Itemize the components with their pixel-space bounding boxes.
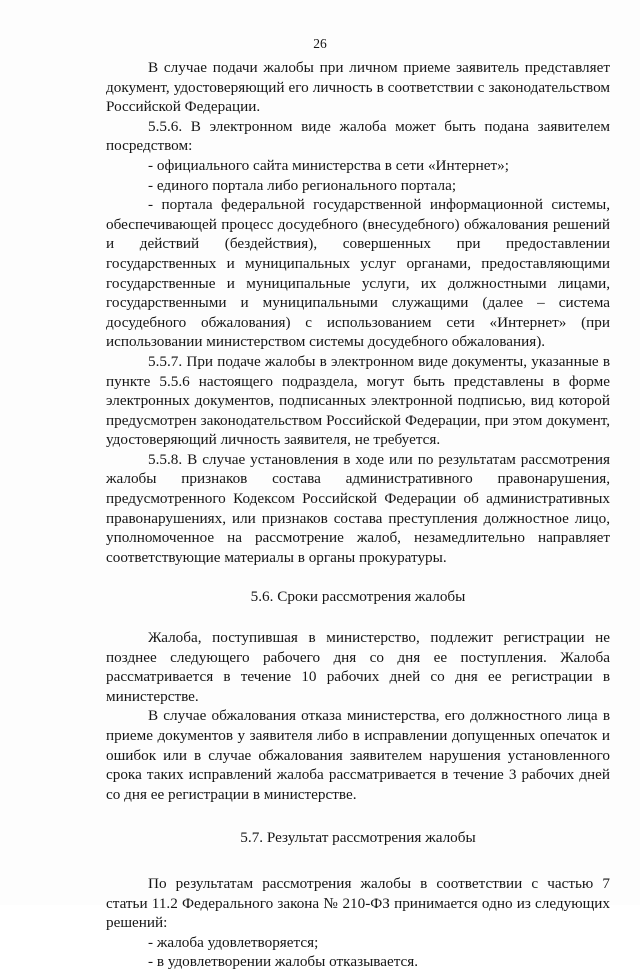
paragraph-5-5-8: 5.5.8. В случае установления в ходе или по результатам рассмотрения жалобы признаков состава административного правонарушения, предусмотренного Кодексом Российской Федерации об административных правонарушениях, или признаков состава преступления должностное лицо, уполномоченное на рассмотрение жалоб, незамедлительно направляет соответствующие материалы в органы прокуратуры.: [106, 450, 610, 566]
paragraph-5-7-intro: По результатам рассмотрения жалобы в соответствии с частью 7 статьи 11.2 Федерального закона № 210-ФЗ принимается одно из следующих решений:: [106, 874, 610, 932]
list-item-refused: - в удовлетворении жалобы отказывается.: [148, 953, 419, 971]
paragraph-5-6-registration: Жалоба, поступившая в министерство, подлежит регистрации не позднее следующего рабочего дня со дня ее поступления. Жалоба рассматривается в течение 10 рабочих дней со дня ее регистрации в министерстве.: [106, 629, 610, 705]
page-number: 26: [313, 36, 327, 51]
paragraph-personal-reception: В случае подачи жалобы при личном приеме заявитель представляет документ, удостоверяющий его личность в соответствии с законодательством Российской Федерации.: [106, 59, 610, 116]
paragraph-5-5-6-intro: 5.5.6. В электронном виде жалоба может быть подана заявителем посредством:: [106, 117, 610, 155]
list-item-unified-portal: - единого портала либо регионального портала;: [148, 176, 457, 194]
list-item-satisfied: - жалоба удовлетворяется;: [148, 933, 319, 951]
heading-5-6: 5.6. Сроки рассмотрения жалобы: [250, 588, 466, 606]
paragraph-5-5-7: 5.5.7. При подаче жалобы в электронном виде документы, указанные в пункте 5.5.6 настоящего подраздела, могут быть представлены в форме электронных документов, подписанных электронной подписью, вид которой предусмотрен законодательством Российской Федерации, при этом документ, удостоверяющий личность заявителя, не требуется.: [106, 352, 610, 449]
list-item-official-site: - официального сайта министерства в сети «Интернет»;: [148, 156, 509, 174]
list-item-federal-portal: - портала федеральной государственной информационной системы, обеспечивающей процесс досудебного (внесудебного) обжалования решений и действий (бездействия), совершенных при предоставлении государственных и муниципальных услуг органами, предоставляющими государственные и муниципальные услуги, их должностными лицами, государственными и муниципальными служащими (далее – система досудебного обжалования) с использованием сети «Интернет» (при использовании министерством системы досудебного обжалования).: [106, 196, 610, 351]
paragraph-5-6-refusal-appeal: В случае обжалования отказа министерства, его должностного лица в приеме документов у заявителя либо в исправлении допущенных опечаток и ошибок или в случае обжалования заявителем нарушения установленного срока таких исправлений жалоба рассматривается в течение 3 рабочих дней со дня ее регистрации в министерстве.: [106, 707, 610, 803]
document-body: [106, 58, 610, 972]
heading-5-7: 5.7. Результат рассмотрения жалобы: [240, 829, 476, 847]
